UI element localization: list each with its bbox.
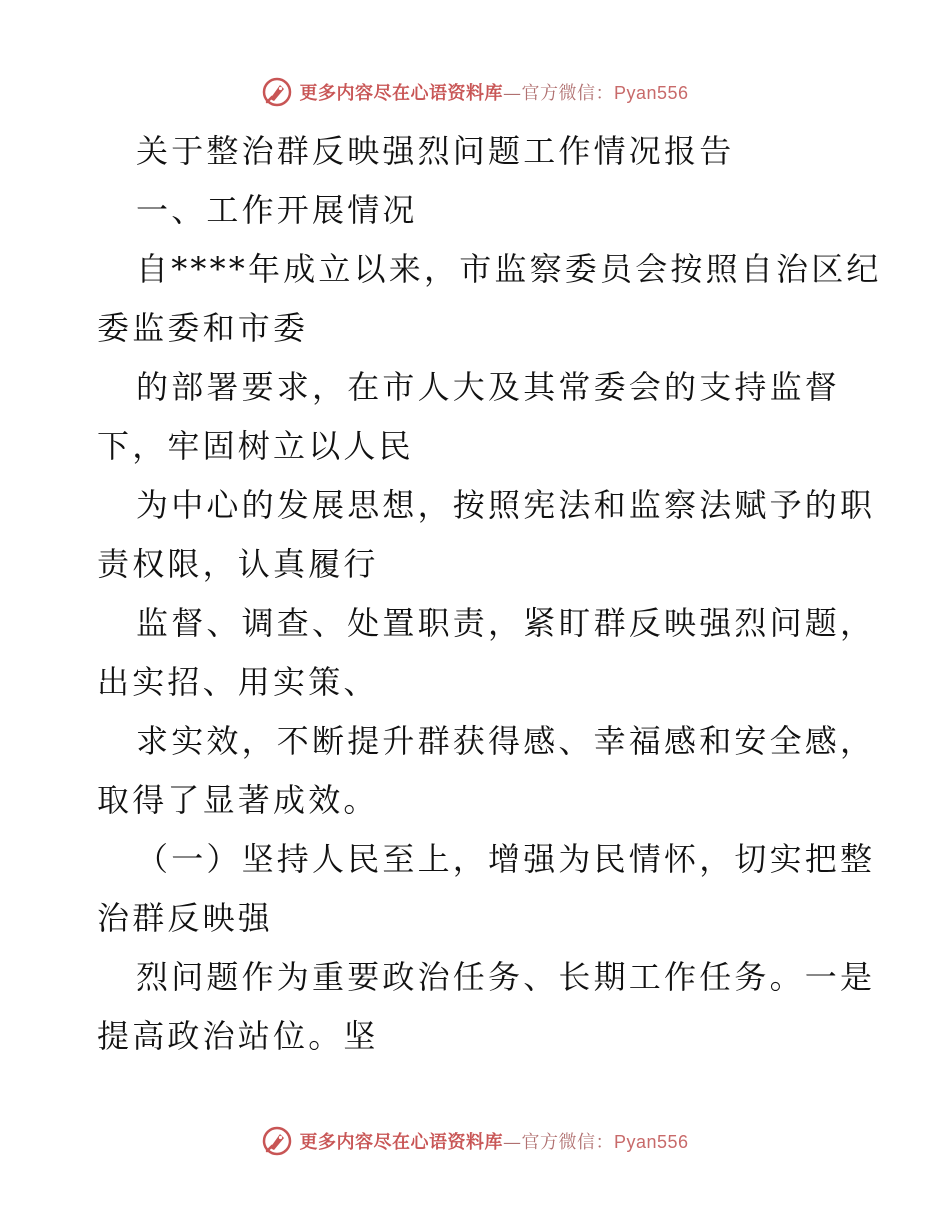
paragraph-line: 为中心的发展思想，按照宪法和监察法赋予的职 xyxy=(136,486,876,524)
paragraph-line: 治群反映强 xyxy=(97,899,274,937)
paragraph-line: 烈问题作为重要政治任务、长期工作任务。一是 xyxy=(136,958,876,996)
paragraph-line: 自****年成立以来，市监察委员会按照自治区纪 xyxy=(136,250,882,288)
paragraph-line: 提高政治站位。坚 xyxy=(97,1017,379,1055)
subsection-heading: （一）坚持人民至上，增强为民情怀，切实把整 xyxy=(136,840,876,878)
paragraph-line: 求实效，不断提升群获得感、幸福感和安全感， xyxy=(136,722,876,760)
watermark-text: 更多内容尽在心语资料库—官方微信：Pyan556 xyxy=(299,1132,689,1153)
footer-watermark xyxy=(0,1121,950,1161)
section-heading: 一、工作开展情况 xyxy=(136,191,418,229)
paragraph-line: 委监委和市委 xyxy=(97,309,309,347)
paragraph-line: 监督、调查、处置职责，紧盯群反映强烈问题， xyxy=(136,604,876,642)
pen-nib-logo-icon xyxy=(261,1125,293,1157)
document-title: 关于整治群反映强烈问题工作情况报告 xyxy=(136,132,735,170)
header-watermark xyxy=(0,72,950,112)
paragraph-line: 出实招、用实策、 xyxy=(97,663,379,701)
pen-nib-logo-icon xyxy=(261,76,293,108)
paragraph-line: 取得了显著成效。 xyxy=(97,781,379,819)
paragraph-line: 的部署要求，在市人大及其常委会的支持监督 xyxy=(136,368,841,406)
document-body xyxy=(97,122,882,1066)
watermark-text: 更多内容尽在心语资料库—官方微信：Pyan556 xyxy=(299,83,689,104)
paragraph-line: 责权限，认真履行 xyxy=(97,545,379,583)
paragraph-line: 下，牢固树立以人民 xyxy=(97,427,414,465)
